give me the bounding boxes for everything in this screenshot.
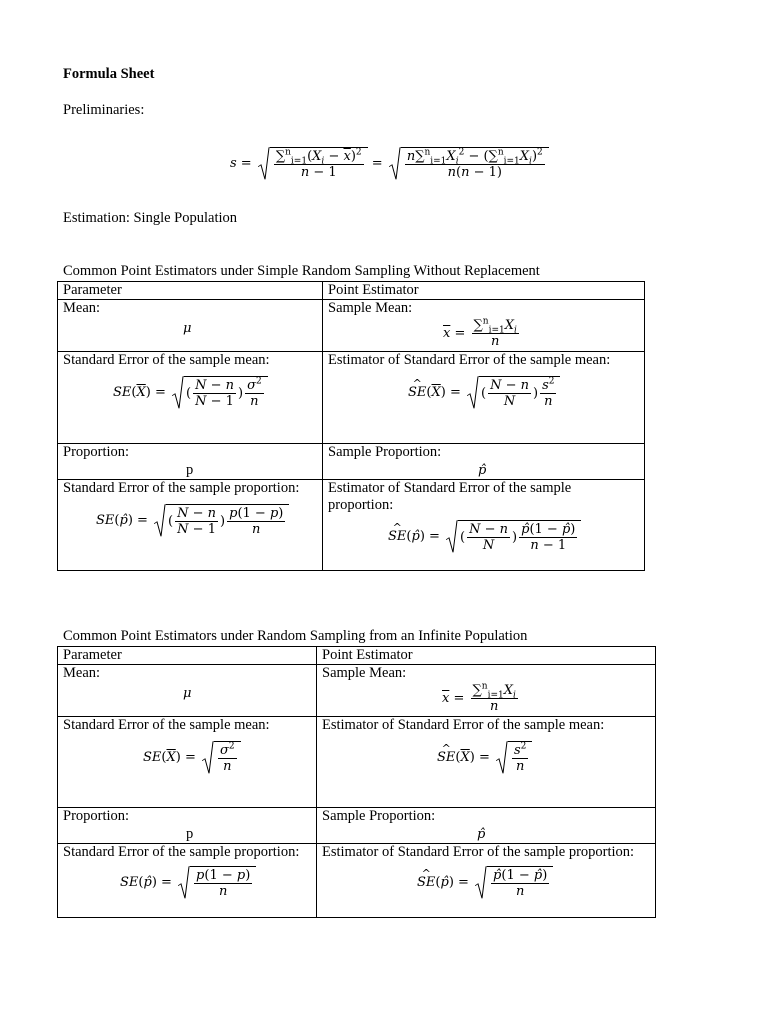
table2-est-se-mean-label: Estimator of Standard Error of the sample mean: — [322, 717, 605, 733]
table1-cell — [323, 444, 645, 480]
table2-cell — [317, 665, 656, 717]
table1-est-se-proportion-label-1: Estimator of Standard Error of the sample — [328, 480, 572, 496]
table2-se-mean-label: Standard Error of the sample mean: — [63, 717, 270, 733]
table1-header-parameter: Parameter — [58, 282, 323, 300]
table2-proportion-label: Proportion: — [63, 808, 130, 824]
table1-sample-proportion-label: Sample Proportion: — [328, 444, 442, 460]
se-proportion-formula: SE ( p̂ ) = ( $\frac{N - n}{N - 1}$ ) $\frac{p(1 - p)}{n}$ — [96, 504, 289, 537]
table1-cell — [323, 300, 645, 352]
table2-mean-label: Mean: — [63, 665, 101, 681]
table1-proportion-label: Proportion: — [63, 444, 130, 460]
table2-cell — [58, 717, 317, 808]
table2-sample-mean-label: Sample Mean: — [322, 665, 407, 681]
table2-cell — [317, 808, 656, 844]
table2-cell — [58, 844, 317, 918]
mu-symbol: μ — [183, 686, 192, 701]
table2 — [57, 646, 656, 918]
table1-sample-mean-label: Sample Mean: — [328, 300, 413, 316]
table2-cell — [58, 665, 317, 717]
page-title: Formula Sheet — [63, 66, 155, 82]
est-se-mean-formula: ^ SE ( $\overline{X}$ ) = ( $\frac{N - n}{N}$ ) $\frac{s^2}{n}$ — [408, 376, 560, 409]
preliminaries-heading: Preliminaries: — [63, 102, 145, 118]
table1-cell — [323, 480, 645, 571]
se-mean-formula: SE ( $\overline{X}$ ) = ( $\frac{N - n}{N - 1}$ ) $\frac{\sigma^2}{n}$ — [113, 376, 268, 409]
table2-sample-proportion-label: Sample Proportion: — [322, 808, 436, 824]
se-proportion-formula: SE ( p̂ ) = $\frac{p(1 - p)}{n}$ — [120, 866, 256, 899]
p-symbol: p — [186, 462, 194, 478]
std-dev-formula: s = $\frac{\sum^n_{i=1}(X_i - \overline{x})^2}{n - 1}$ = $\frac{n\sum^n_{i=1}X_i^2 - (\sum^n_{i=1}X_i)^2}{n(n - 1)}$ — [230, 138, 549, 188]
table1-cell — [58, 480, 323, 571]
table1-est-se-mean-label: Estimator of Standard Error of the sample mean: — [328, 352, 611, 368]
sample-mean-formula: $\overline{x}$ = $\frac{\sum^n_{i=1}X_i}{n}$ — [442, 681, 516, 714]
table2-cell — [58, 808, 317, 844]
table1-mean-label: Mean: — [63, 300, 101, 316]
table2-cell — [317, 717, 656, 808]
p-hat-symbol: p̂ — [478, 463, 487, 478]
table2-header-estimator: Point Estimator — [317, 647, 656, 665]
table1-caption: Common Point Estimators under Simple Random Sampling Without Replacement — [63, 263, 540, 279]
section-heading: Estimation: Single Population — [63, 210, 237, 226]
p-symbol: p — [186, 826, 194, 842]
table2-header-parameter: Parameter — [58, 647, 317, 665]
mu-symbol: μ — [183, 321, 192, 336]
table1-cell — [58, 444, 323, 480]
table2-caption: Common Point Estimators under Random Sampling from an Infinite Population — [63, 628, 528, 644]
table1-se-mean-label: Standard Error of the sample mean: — [63, 352, 270, 368]
table2-est-se-proportion-label: Estimator of Standard Error of the sample proportion: — [322, 844, 635, 860]
est-se-proportion-formula: ^ SE ( p̂ ) = ( $\frac{N - n}{N}$ ) $\frac{p̂(1 - p̂)}{n - 1}$ — [388, 520, 581, 553]
sample-mean-formula: $\overline{x}$ = $\frac{\sum^n_{i=1}X_i}{n}$ — [443, 316, 517, 349]
est-se-mean-formula: ^ SE ( $\overline{X}$ ) = $\frac{s^2}{n}$ — [437, 741, 532, 774]
table1-est-se-proportion-label-2: proportion: — [328, 497, 394, 513]
table1-header-estimator: Point Estimator — [323, 282, 645, 300]
table1-cell — [58, 352, 323, 444]
p-hat-symbol: p̂ — [477, 827, 486, 842]
est-se-proportion-formula: ^ SE ( p̂ ) = $\frac{p̂(1 - p̂)}{n}$ — [417, 866, 553, 899]
table1-cell — [58, 300, 323, 352]
table1-cell — [323, 352, 645, 444]
table2-se-proportion-label: Standard Error of the sample proportion: — [63, 844, 300, 860]
table1-se-proportion-label: Standard Error of the sample proportion: — [63, 480, 300, 496]
table1 — [57, 281, 645, 571]
se-mean-formula: SE ( $\overline{X}$ ) = $\frac{\sigma^2}{n}$ — [143, 741, 241, 774]
table2-cell — [317, 844, 656, 918]
